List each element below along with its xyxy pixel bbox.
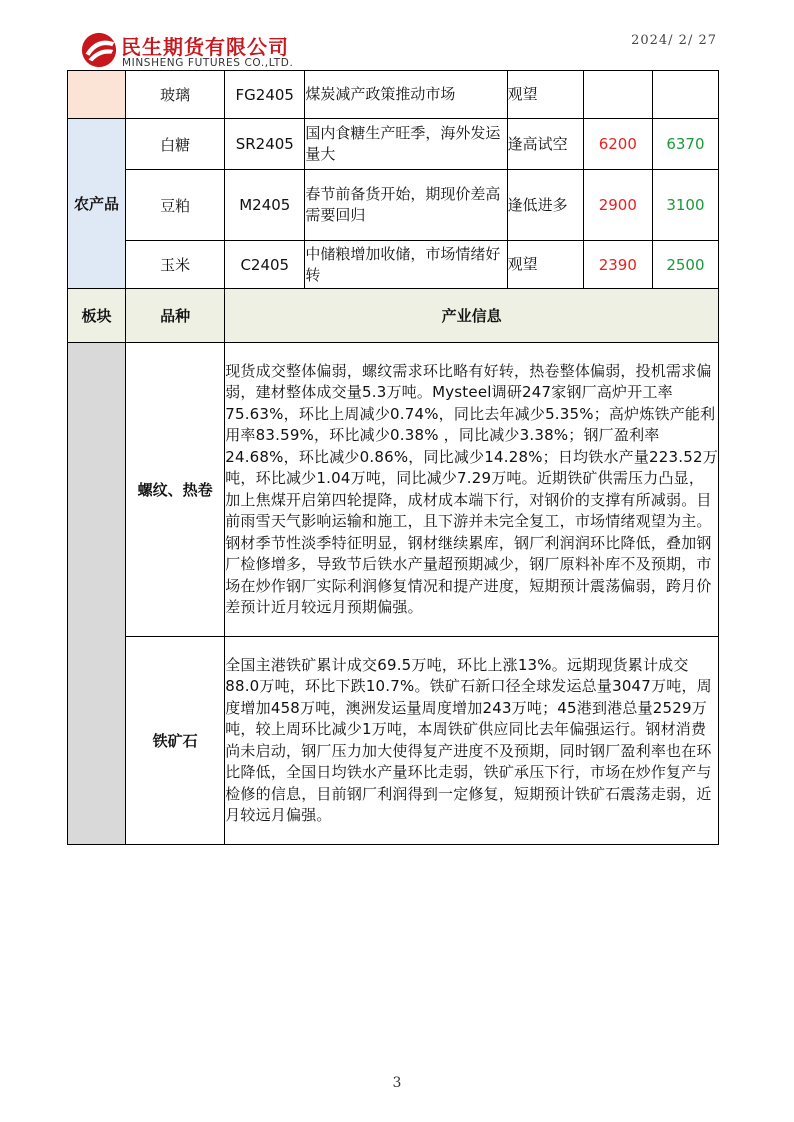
strategy-cell: 逢低进多 <box>507 170 583 241</box>
low-price-cell: 2900 <box>583 170 652 241</box>
logic-cell: 煤炭减产政策推动市场 <box>305 71 507 119</box>
page-number: 3 <box>392 1075 402 1091</box>
product-cell: 豆粕 <box>126 170 225 241</box>
code-cell: FG2405 <box>225 71 305 119</box>
low-price-cell: 2390 <box>583 241 652 289</box>
code-cell: M2405 <box>225 170 305 241</box>
table-row <box>68 170 719 241</box>
product-iron-ore: 铁矿石 <box>126 637 225 845</box>
product-rebar-hotcoil: 螺纹、热卷 <box>126 343 225 637</box>
code-cell: SR2405 <box>225 119 305 170</box>
product-cell: 白糖 <box>126 119 225 170</box>
company-name-en: MINSHENG FUTURES CO.,LTD. <box>122 57 294 69</box>
minsheng-logo-icon <box>80 31 118 69</box>
logic-cell: 中储粮增加收储，市场情绪好转 <box>305 241 507 289</box>
low-price-cell: 6200 <box>583 119 652 170</box>
high-price-cell: 3100 <box>652 170 718 241</box>
company-name-cn: 民生期货有限公司 <box>121 35 289 59</box>
table-row <box>68 71 719 119</box>
high-price-cell: 6370 <box>652 119 718 170</box>
page-header <box>0 0 794 75</box>
report-date: 2024/ 2/ 27 <box>631 33 717 48</box>
industry-info-text: 全国主港铁矿累计成交69.5万吨，环比上涨13%。远期现货累计成交88.0万吨，环比下跌10.7%。铁矿石新口径全球发运总量3047万吨，周度增加458万吨，澳洲发运量周度增加243万吨；45港到港总量2529万吨，较上周环比减少1万吨，本周铁矿供应同比去年偏强运行。钢材消费尚未启动，钢厂压力加大使得复产进度不及预期，同时钢厂盈利率也在环比降低，全国日均铁水产量环比走弱，铁矿承压下行，市场在炒作复产与检修的信息，目前钢厂利润得到一定修复，短期预计铁矿石震荡走弱，近月较远月偏强。 <box>225 637 719 845</box>
header-industry-info: 产业信息 <box>225 289 719 343</box>
strategy-cell: 观望 <box>507 241 583 289</box>
strategy-cell: 逢高试空 <box>507 119 583 170</box>
sector-cell-empty <box>68 71 126 119</box>
header-sector: 板块 <box>68 289 126 343</box>
strategy-cell: 观望 <box>507 71 583 119</box>
table-row <box>68 241 719 289</box>
logic-cell: 国内食糖生产旺季，海外发运量大 <box>305 119 507 170</box>
table-row <box>68 119 719 170</box>
table-row <box>68 637 719 845</box>
industry-header-row <box>68 289 719 343</box>
sector-agri: 农产品 <box>68 119 126 289</box>
low-price-cell <box>583 71 652 119</box>
product-cell: 玉米 <box>126 241 225 289</box>
header-product: 品种 <box>126 289 225 343</box>
table-row <box>68 343 719 637</box>
product-cell: 玻璃 <box>126 71 225 119</box>
industry-info-text: 现货成交整体偏弱，螺纹需求环比略有好转，热卷整体偏弱，投机需求偏弱，建材整体成交量5.3万吨。Mysteel调研247家钢厂高炉开工率75.63%，环比上周减少0.74%，同比去年减少5.35%；高炉炼铁产能利用率83.59%，环比减少0.38% ，同比减少3.38%；钢厂盈利率24.68%，环比减少0.86%，同比减少14.28%；日均铁水产量223.52万吨，环比减少1.04万吨，同比减少7.29万吨。近期铁矿供需压力凸显，加上焦煤开启第四轮提降，成材成本端下行，对钢价的支撑有所减弱。目前雨雪天气影响运输和施工，且下游并未完全复工，市场情绪观望为主。钢材季节性淡季特征明显，钢材继续累库，钢厂利润润环比降低，叠加钢厂检修增多，导致节后铁水产量超预期减少，钢厂原料补库不及预期，市场在炒作钢厂实际利润修复情况和提产进度，短期预计震荡偏弱，跨月价差预计近月较远月预期偏强。 <box>225 343 719 637</box>
high-price-cell <box>652 71 718 119</box>
code-cell: C2405 <box>225 241 305 289</box>
high-price-cell: 2500 <box>652 241 718 289</box>
logic-cell: 春节前备货开始，期现价差高需要回归 <box>305 170 507 241</box>
futures-table <box>67 70 719 845</box>
sector-cell-blank <box>68 343 126 845</box>
